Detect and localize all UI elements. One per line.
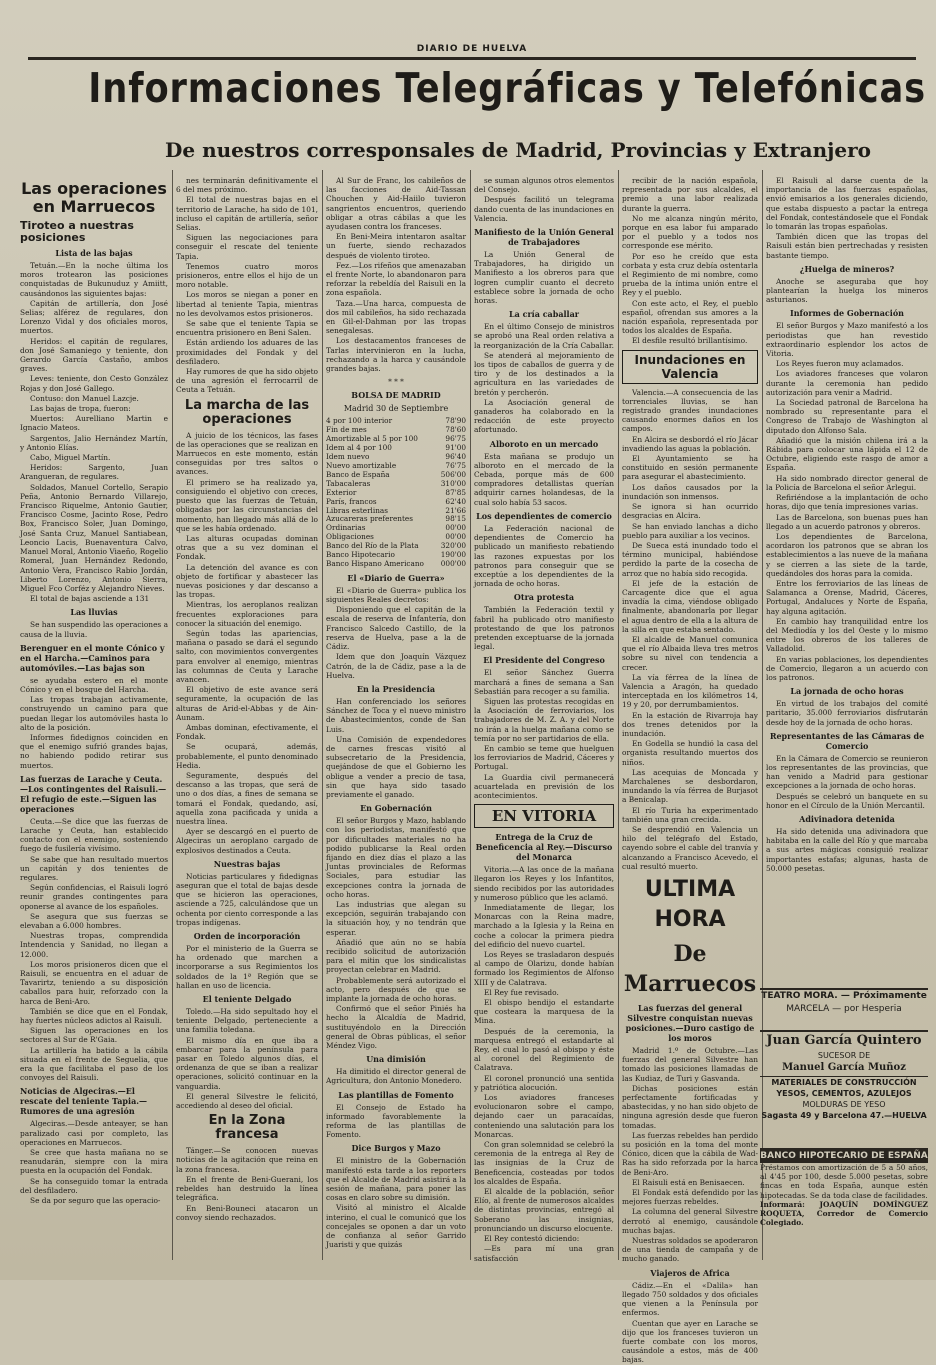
subhead: Otra protesta xyxy=(513,592,575,603)
paragraph: Ambas dominan, efectivamente, el Fondak. xyxy=(176,722,318,742)
banco-title: BANCO HIPOTECARIO DE ESPAÑA xyxy=(760,1151,928,1161)
paragraph: No me alcanza ningún mérito, porque en esa labor fui amparado por el pueblo y a todos nos corresponde ese mérito. xyxy=(622,213,758,251)
paragraph: El señor Burgos y Mazo, hablando con los periodistas, manifestó que por dificultades materiales no ha podido publicarse la Real orden fijando en diez días el plazo a las Juntas provinciales de Reformas Sociales, para estudiar las excepciones contra la jornada de ocho horas. xyxy=(326,816,466,899)
paragraph: Al Sur de Franc, los cabileños de las facciones de Aid-Tassan Chouchen y Aid-Haiilo tuvieron sangrientos encuentros, queriendo obligar a otras cábilas a que les ayudasen contra los franceses. xyxy=(326,176,466,232)
paragraph: En la estación de Rivarroja hay dos trenes detenidos por la inundación. xyxy=(622,710,758,738)
subhead: Orden de incorporación xyxy=(193,931,301,942)
paragraph: El mismo día en que iba a embarcar para la península para pasar en Toledo algunos días, el ordenanza de que se iban a realizar operaciones, solicitó continuar en la vanguardia. xyxy=(176,1035,318,1091)
market-title: BOLSA DE MADRID xyxy=(351,390,441,401)
paragraph: Soldados, Manuel Cortello, Serapio Peña, Antonio Bernardo Villarejo, Francisco Riquelme, Antonio Gautier, Francisco Cosme, Jacinto Rose, Pedro Box, Francisco Soler, Juan Domingo, José Santa Cruz, Manuel Santiabean, Leoncio Lacis, Buenaventura Calvo, Manuel Moral, Antonio Viaeño, Rogelio Romeral, Juan Hernández Redondo, Antonio Vera, Francisco Rabio Jordán, Liberto Lorenzo, Antonio Sierra, Miguel Fco Corféz y Alejandro Nieves. xyxy=(20,482,168,593)
market-value: 190'00 xyxy=(440,550,466,560)
paragraph: En cambio hay tranquilidad entre los del Mediodía y los del Oeste y lo mismo entre los obreros de los talleres de Valladolid. xyxy=(766,616,928,654)
paragraph: Añadió que aún no se había recibido solicitud de autorización para el mitin que los sindicalistas proyectan celebrar en Madrid. xyxy=(326,937,466,975)
column-4 xyxy=(474,176,614,1274)
market-value: 96'40 xyxy=(445,452,466,462)
paragraph: La vía férrea de la línea de Valencia a Aragón, ha quedado interceptada en los kilómetros 14, 19 y 20, por derrumbamientos. xyxy=(622,672,758,710)
yesos-line: YESOS, CEMENTOS, AZULEJOS xyxy=(776,1089,912,1098)
market-value: 000'00 xyxy=(440,558,466,568)
column-rule xyxy=(470,170,471,1260)
column-rule xyxy=(322,170,323,1260)
paragraph: Las tropas trabajan activamente, construyendo un camino para que puedan llegar los automóviles hasta lo alto de la posición. xyxy=(20,695,168,732)
subhead: En la Presidencia xyxy=(356,683,436,694)
paragraph: Valencia.—A consecuencia de las torrenciales lluvias, se han registrado grandes inundaciones causando enormes daños en los campos. xyxy=(622,387,758,434)
paragraph: Siguen las operaciones en los sectores al Sur de R'Gaia. xyxy=(20,1026,168,1045)
section-title: De Marruecos xyxy=(623,941,757,998)
subhead: Alboroto en un mercado xyxy=(489,438,599,449)
paragraph: El primero se ha realizado ya, consiguiendo el objetivo con creces, puesto que las fuerzas de Tetuán, obligadas por las circunstancias del momento, han llegado más allá de lo que se les había ordenado. xyxy=(176,477,318,533)
paragraph: Nuestras tropas, comprendida Intendencia y Sanidad, no llegan a 12.000. xyxy=(20,931,168,959)
market-value: 91'00 xyxy=(445,443,466,453)
paragraph: nes terminarán definitivamente el 6 del mes próximo. xyxy=(176,176,318,195)
market-label: Banco Hispano Americano xyxy=(326,558,424,568)
paragraph: Tánger.—Se conocen nuevas noticias de la agitación que reina en la zona francesa. xyxy=(176,1146,318,1174)
paragraph: recibir de la nación española, representada por sus alcaldes, el premio a una labor realizada durante la guerra. xyxy=(622,176,758,213)
paragraph: Inmediatamente de llegar, los Monarcas con la Reina madre, marchado a la Iglesia y la Reina en coche a colocar la primera piedra del edificio del nuevo cuartel. xyxy=(474,902,614,949)
subhead: Los dependientes de comercio xyxy=(476,510,612,521)
paragraph: Heridos: el capitán de regulares, don José Samaniego y teniente, don Gerardo García Castaño, ambos graves. xyxy=(20,336,168,374)
paragraph: El señor Sánchez Guerra marchará a fines de semana a San Sebastián para recoger a su familia. xyxy=(474,668,614,696)
subhead: Viajeros de Africa xyxy=(650,1267,730,1278)
paragraph: Las de Barcelona, son buenas pues han llegado a un acuerdo patronos y obreros. xyxy=(766,512,928,531)
paragraph: Tenemos cuatro moros prisioneros, entre ellos el hijo de un moro notable. xyxy=(176,261,318,290)
paragraph: Cabo, Miguel Martín. xyxy=(30,453,111,463)
paragraph: Hay rumores de que ha sido objeto de una agresión el ferrocarril de Ceuta a Tetuán. xyxy=(176,367,318,395)
paragraph: Han conferenciado los señores Sánchez de Toca y el nuevo ministro de Abastecimientos, conde de San Luis. xyxy=(326,696,466,734)
paragraph: También dicen que las tropas del Raisuli están bien pertrechadas y resisten bastante tiempo. xyxy=(766,232,928,260)
paragraph: Dichas posiciones están perfectamente fortificadas y abastecidas, y no han sido objeto de ninguna agresión desde que fueron tomadas. xyxy=(622,1083,758,1130)
paragraph: El general Silvestre le felicitó, accediendo al deseo del oficial. xyxy=(176,1091,318,1111)
paragraph: Fez.—Los rifeños que amenazaban el frente Norte, lo abandonaron para reforzar la rebeldía del Raisuli en la zona española. xyxy=(326,260,466,298)
paragraph: El desfile resultó brillantísimo. xyxy=(632,336,748,346)
paragraph: Ha sido nombrado director general de la Policía de Barcelona el señor Arlegui. xyxy=(766,473,928,492)
paragraph: Anoche se aseguraba que hoy plantearían la huelga los mineros asturianos. xyxy=(766,276,928,305)
paragraph: El Raisuli está en Benisaecen. xyxy=(632,1177,745,1187)
paragraph: El señor Burgos y Mazo manifestó a los periodistas que han revestido extraordinario esplendor los actos de Vitoria. xyxy=(766,321,928,359)
paragraph: El objetivo de este avance será seguramente, la ocupación de las alturas de Arid-el-Abbas y de Ain-Aunam. xyxy=(176,685,318,722)
paragraph: Probablemente será autorizado el acto, pero después de que se implante la jornada de ocho horas. xyxy=(326,975,466,1003)
paragraph: El alcalde de la población, señor Elío, al frente de numerosos alcaldes de distintas provincias, entregó al Soberano las insignias, pronunciando un discurso elocuente. xyxy=(474,1187,614,1233)
paragraph: En cambio se teme que huelguen los ferroviarios de Madrid, Cáceres y Portugal. xyxy=(474,743,614,772)
paragraph: Los destacamentos franceses de Tarlas intervinieron en la lucha, rechazando a la harca y causándole grandes bajas. xyxy=(326,336,466,374)
market-value: 320'00 xyxy=(440,541,466,551)
subhead: Berenguer en el monte Cónico y en el Harcha.—Caminos para automóviles.—Las bajas son xyxy=(20,642,165,673)
paragraph: Se sabe que han resultado muertos un capitán y dos tenientes de regulares. xyxy=(20,854,168,882)
paragraph: Ha dimitido el director general de Agricultura, don Antonio Monedero. xyxy=(326,1067,466,1086)
molduras-line: MOLDURAS DE YESO xyxy=(802,1100,886,1109)
paragraph: El alcalde de Manuel comunica que el río Albaida lleva tres metros sobre su nivel con tendencia a crecer. xyxy=(622,634,758,672)
market-label: Amortizable al 5 por 100 xyxy=(326,434,418,444)
paragraph: Sargentos, Jalio Hernández Martín, y Antonio Elías. xyxy=(20,433,168,452)
paragraph: El ministro de la Gobernación manifestó esta tarde a los reporters que el Alcalde de Madrid asistirá a la sesión de mañana, para poner las cosas en claro sobre su dimisión. xyxy=(326,1156,467,1203)
market-row xyxy=(326,560,466,569)
paragraph: Se asegura que sus fuerzas se elevaban a 6.000 hombres. xyxy=(20,911,168,930)
subhead: Dice Burgos y Mazo xyxy=(351,1143,441,1154)
market-label: Nuevo amortizable xyxy=(326,461,397,470)
paragraph: Mientras, los aeroplanos realizan frecuentes exploraciones para conocer la situación del enemigo. xyxy=(176,600,318,628)
paragraph: Noticias particulares y fidedignas aseguran que el total de bajas desde que se hicieron las operaciones, asciende a 725, calculándose que un ochenta por ciento corresponde a las tropas indígenas. xyxy=(176,871,318,927)
paragraph: Ha sido detenida una adivinadora que habitaba en la calle del Río y que marcaba a sus artes mágicas consiguió realizar importantes estafas; algunas, hasta de 50.000 pesetas. xyxy=(766,826,928,873)
market-label: París, francos xyxy=(326,496,377,506)
banco-text: Préstamos con amortización de 5 a 50 años, al 4'45 por 100, desde 5.000 pesetas, sobre fincas en toda España, aunque estén hipotecadas. Se da toda clase de facilidades. xyxy=(760,1163,928,1200)
market-value: 62'40 xyxy=(445,496,466,506)
paragraph: El total de nuestras bajas en el territorio de Larache, ha sido de 101, incluso el capitán de artillería, señor Selias. xyxy=(176,195,318,233)
subhead: Representantes de las Cámaras de Comercio xyxy=(769,730,925,751)
paragraph: En la Cámara de Comercio se reunieron los representantes de las provincias, que han venido a Madrid para gestionar excepciones a la jornada de ocho horas. xyxy=(766,753,928,791)
paragraph: La artillería ha batido a la cábila situada en el frente de Seguelia, que era la que facilitaba el paso de los convoyes del Raisuli. xyxy=(20,1045,168,1083)
paragraph: Contuso: don Manuel Lazcje. xyxy=(30,393,139,403)
sub-banner: De nuestros corresponsales de Madrid, Provincias y Extranjero xyxy=(165,138,871,162)
subhead: ¿Huelga de mineros? xyxy=(799,263,895,274)
paragraph: Las industrias que alegan su excepción, seguirán trabajando con la situación hoy, y no tendrán que esperar. xyxy=(326,899,466,937)
paragraph: Taza.—Una harca, compuesta de dos mil cabileños, ha sido rechazada en Gil-el-Dahman por las tropas senegalesas. xyxy=(326,298,466,336)
column-rule xyxy=(172,170,173,1260)
subhead: Adivinadora detenida xyxy=(799,813,895,824)
paragraph: Añadió que la misión chilena irá a la Rábida para colocar una lápida el 12 de Octubre, eligiendo este rasgo de amor a España. xyxy=(766,435,928,473)
paragraph: El Raisuli al darse cuenta de la importancia de las fuerzas españolas, envió emisarios a los generales diciendo, que estaba dispuesto a pactar la entrega del Fondak, contestándosele que el Fondak lo tomarán las tropas españolas. xyxy=(766,176,928,232)
paragraph: Los Reyes se trasladaron después al campo de Olarizu, donde habían formado los Regimientos de Alfonso XIII y de Calatrava. xyxy=(474,950,614,987)
column-3 xyxy=(326,176,466,1274)
subhead: El Presidente del Congreso xyxy=(483,655,605,666)
paragraph: Nuestras soldados se apoderaron de una tienda de campaña y de mucho ganado. xyxy=(622,1236,758,1264)
paragraph: Informes fidedignos coinciden en que el enemigo sufrió grandes bajas, no habiendo podido retirar sus muertos. xyxy=(20,732,168,770)
paragraph: Se atenderá al mejoramiento de los tipos de caballos de guerra y de tiro y de los destinados a la agricultura en las variedades de bretón y percherón. xyxy=(474,350,614,397)
paragraph: En Godella se hundió la casa del organista resultando muertos dos niños. xyxy=(622,739,758,767)
subhead: La cría caballar xyxy=(509,309,579,320)
running-head: DIARIO DE HUELVA xyxy=(28,44,916,60)
paragraph: La Sociedad patronal de Barcelona ha nombrado su representante para el Congreso de Trabajo de Washington al diputado don Alfonso Sala. xyxy=(766,398,928,435)
subhead: Las fuerzas de Larache y Ceuta.—Los contingentes del Raisuli.—El refugio de este.—Siguen las operaciones xyxy=(20,773,167,814)
paragraph: Leves: teniente, don Cesto González Rojas y don José Gallego. xyxy=(20,374,168,393)
market-value: 506'00 xyxy=(440,469,466,479)
paragraph: Siguen las negociaciones para conseguir el rescate del teniente Tapia. xyxy=(176,233,318,261)
paragraph: El río Turia ha experimentado también una gran crecida. xyxy=(622,805,758,824)
paragraph: Ceuta.—Se dice que las fuerzas de Larache y Ceuta, han establecido contacto con el enemigo, sosteniendo fuego de fusilería vivísimo. xyxy=(20,816,168,854)
paragraph: Están ardiendo los aduares de las proximidades del Fondak y del desfiladero. xyxy=(176,338,318,366)
subhead: Entrega de la Cruz de Beneficencia al Rey.—Discurso del Monarca xyxy=(475,832,613,863)
paragraph: Los dependientes de Barcelona, acordaron los patronos que se abran los establecimientos a las nueve de la mañana y se cierren a las siete de la tarde, quedándoles dos horas para la comida. xyxy=(766,531,928,578)
paragraph: Según confidencias, el Raisuli logró reunir grandes contingentes para oponerse al avance de los españoles. xyxy=(20,883,168,911)
column-2 xyxy=(176,176,318,1274)
paragraph: Madrid 1.º de Octubre.—Las fuerzas del general Silvestre han tomado las posiciones llamadas de las Kudiaz, de Turi y Gasvanda. xyxy=(622,1046,758,1083)
paragraph: Confirmó que el señor Piniés ha hecho la Alcaldía de Madrid, sustituyéndolo en la Dirección general de Obras públicas, el señor Méndez Vigo. xyxy=(326,1004,466,1051)
subhead: Lista de las bajas xyxy=(55,248,133,258)
paragraph: Se cree que hasta mañana no se reanudarán, siempre con la mira puesta en la ocupación del Fondak. xyxy=(20,1148,168,1176)
paragraph: El jefe de la estación de Carcagente dice que el agua invadía la cima, viéndose obligado finalmente, abandonarla por llegar el agua dentro de ella a la altura de la silla en que estaba sentado. xyxy=(622,578,758,634)
paragraph: Los aviadores franceses evolucionaron sobre el campo, dejando caer un paracaídas, conteniendo una salutación para los Monarcas. xyxy=(474,1093,614,1139)
paragraph: El coronel pronunció una sentida y patriótica alocución. xyxy=(474,1073,614,1092)
section-title: Las operaciones en Marruecos xyxy=(21,179,167,216)
paragraph: Cádiz.—En el «Dalila» han llegado 750 soldados y dos oficiales que vienen a la Península por enfermos. xyxy=(622,1280,758,1318)
paragraph: En virtud de los trabajos del comité paritario, 35.000 ferroviarios disfrutarán desde hoy de la jornada de ocho horas. xyxy=(766,699,928,727)
subhead: Informes de Gobernación xyxy=(790,308,904,319)
paragraph: Con gran solemnidad se celebró la ceremonia de la entrega al Rey de las insignias de la Cruz de Beneficencia, costeadas por todos los alcaldes de España. xyxy=(474,1140,614,1186)
market-value: 310'00 xyxy=(440,478,466,488)
paragraph: A juicio de los técnicos, las fases de las operaciones que se realizan en Marruecos en este momento, están conseguidas por tres saltos o avances. xyxy=(176,430,318,477)
subhead: Manifiesto de la Unión General de Trabajadores xyxy=(474,227,614,248)
paragraph: Los moros se niegan a poner en libertad al teniente Tapia, mientras no les devolvamos estos prisioneros. xyxy=(176,290,318,318)
market-table xyxy=(326,417,466,568)
quintero-name: Juan García Quintero xyxy=(766,1033,922,1048)
paragraph: se ayudaba estero en el monte Cónico y en el bosque del Harcha. xyxy=(20,675,168,694)
market-value: 00'00 xyxy=(445,523,466,533)
address-line: Sagasta 49 y Barcelona 47.—HUELVA xyxy=(761,1111,927,1120)
market-label: Idem al 4 por 100 xyxy=(326,443,392,453)
market-label: Libras esterlinas xyxy=(326,505,389,515)
market-label: 4 por 100 interior xyxy=(326,416,393,426)
paragraph: En el último Consejo de ministros se aprobó una Real orden relativa a la reorganización de la Cría Caballar. xyxy=(474,322,614,350)
separator-stars: * * * xyxy=(388,377,404,387)
paragraph: La columna del general Silvestre derrotó al enemigo, causándole muchas bajas. xyxy=(622,1207,758,1235)
paragraph: Los daños causados por la inundación son inmensos. xyxy=(622,482,758,501)
market-label: Exterior xyxy=(326,487,357,497)
paragraph: Idem que don Joaquín Vázquez Catrón, de la de Cádiz, pase a la de Huelva. xyxy=(326,652,466,680)
paragraph: El Ayuntamiento se ha constituido en sesión permanente para asegurar el abastecimiento. xyxy=(622,454,758,482)
market-label: Banco del Río de la Plata xyxy=(326,541,419,551)
market-value: 76'75 xyxy=(445,461,466,470)
theatre-ad xyxy=(760,988,928,1024)
theatre-show: MARCELA — por Hesperia xyxy=(786,1004,902,1014)
banner-headline: Informaciones Telegráficas y Telefónicas xyxy=(88,64,926,112)
paragraph: El Rey contestó diciendo: xyxy=(484,1234,580,1244)
subhead: La jornada de ocho horas xyxy=(790,686,904,697)
column-5 xyxy=(622,176,758,1365)
market-label: Tabacaleras xyxy=(326,478,371,488)
paragraph: El «Diario de Guerra» publica los siguientes Reales decretos: xyxy=(326,585,466,605)
paragraph: Los moros prisioneros dicen que el Raisuli, se encuentra en el aduar de Tavarirtz, teniendo a su disposición caballos para huir, reforzado con la harca de Beni-Aro. xyxy=(20,959,168,1006)
market-label: Banco de España xyxy=(326,469,390,479)
market-value: 96'75 xyxy=(445,434,466,444)
paragraph: Cuentan que ayer en Larache se dijo que los franceses tuvieron un fuerte combate con los moros, causándole a estos, más de 400 bajas. xyxy=(622,1318,758,1365)
paragraph: El Rey fue revisado. xyxy=(484,987,559,997)
paragraph: Refiriéndose a la implantación de ocho horas, dijo que tenía impresiones varias. xyxy=(766,493,928,512)
paragraph: Visitó al ministro el Alcalde interino, el cual le comunicó que los concejales se oponen a dar un voto de confianza al señor Garrido Juaristi y que quizás xyxy=(326,1203,466,1250)
subhead: Noticias de Algeciras.—El rescate del teniente Tapia.—Rumores de una agresión xyxy=(20,1086,148,1117)
subhead: El teniente Delgado xyxy=(202,994,292,1005)
section-title: EN VITORIA xyxy=(474,804,614,828)
paragraph: Siguen las protestas recogidas en la Asociación de ferroviarios, los trabajadores de M. Z. A. y del Norte no irán a la huelga mañana como se temía por no ser partidarios de ella. xyxy=(474,696,614,743)
market-value: 21'66 xyxy=(445,505,466,515)
market-label: Ordinarias xyxy=(326,523,366,533)
market-value: 78'60 xyxy=(445,425,466,435)
market-value: 98'15 xyxy=(445,514,466,524)
paragraph: En Beni-Bouneci atacaron un convoy siendo rechazados. xyxy=(176,1203,318,1222)
quintero-prev: Manuel García Muñoz xyxy=(782,1062,906,1073)
paragraph: En Alcira se desbordó el río Jácar invadiendo las aguas la población. xyxy=(622,434,758,453)
paragraph: Algeciras.—Desde anteayer, se han paralizado casi por completo, las operaciones en Marruecos. xyxy=(20,1119,168,1147)
materiales-line: MATERIALES DE CONSTRUCCIÓN xyxy=(760,1076,928,1088)
paragraph: Las fuerzas rebeldes han perdido su posición en la toma del monte Cónico, dicen que la cábila de Wad-Ras ha sido reforzada por la harca de Beni-Aro. xyxy=(622,1130,758,1177)
paragraph: También se dice que en el Fondak, hay fuertes núcleos adictos al Raisuli. xyxy=(20,1006,168,1026)
article-headline: En la Zona francesa xyxy=(208,1113,286,1143)
paragraph: El total de bajas asciende a 131 xyxy=(30,594,150,604)
paragraph: Toledo.—Ha sido sepultado hoy el teniente Delgado, perteneciente a una familia toledana. xyxy=(176,1007,318,1035)
paragraph: Tetuán.—En la noche última los moros trotearon las posiciones conquistadas de Bukunuduz y Amiitt, causándonos las siguientes bajas: xyxy=(20,261,168,298)
paragraph: Las acequias de Moncada y Marchalenes se desbordaron, inundando la vía férrea de Burjasot a Benicalap. xyxy=(622,767,758,805)
banco-info: Informará: JOAQUÍN DOMÍNGUEZ ROQUETA, Corredor de Comercio Colegiado. xyxy=(760,1199,928,1228)
paragraph: Heridos: Sargento, Juan Arangueran, de regulares. xyxy=(20,463,168,482)
paragraph: Disponiendo que el capitán de la escala de reserva de Infantería, don Francisco Salcedo Castillo, de la reserva de Huelva, pase a la de Cádiz. xyxy=(326,605,466,652)
paragraph: Las alturas ocupadas dominan otras que a su vez dominan el Fondak. xyxy=(176,533,318,562)
paragraph: Se da por seguro que las operacio- xyxy=(30,1196,161,1206)
subhead: Las fuerzas del general Silvestre conquistan nuevas posiciones.—Duro castigo de los moros xyxy=(625,1003,755,1044)
subhead: Las lluvias xyxy=(70,607,118,618)
paragraph: Con este acto, el Rey, el pueblo español, ofrendan sus amores a la nación española, representada por todos los alcaldes de España. xyxy=(622,298,758,336)
paragraph: La Federación nacional de dependientes de Comercio ha publicado un manifiesto rebatiendo las razones expuestas por los patronos para conseguir que se exceptúe a los dependientes de la jornada de ocho horas. xyxy=(474,523,614,589)
market-value: 78'90 xyxy=(445,416,466,426)
subhead: En Gobernación xyxy=(360,803,432,814)
paragraph: La detención del avance es con objeto de fortificar y abastecer las nuevas posiciones y dar descanso a las tropas. xyxy=(176,562,318,600)
paragraph: Las bajas de tropa, fueron: xyxy=(30,404,131,414)
paragraph: Los Reyes fueron muy aclamados. xyxy=(776,359,904,369)
paragraph: se suman algunos otros elementos del Consejo. xyxy=(474,176,614,195)
paragraph: La Asociación general de ganaderos ha colaborado en la redacción de este proyecto afortunado. xyxy=(474,397,614,435)
paragraph: Después facilitó un telegrama dando cuenta de las inundaciones en Valencia. xyxy=(474,195,614,223)
subhead: Nuestras bajas xyxy=(213,858,281,869)
paragraph: Una Comisión de expendedores de carnes frescas visitó al subsecretario de la Presidencia, quejándose de que el Gobierno les obligue a vender a precio de tasa, sin que haya sido tasado previamente el ganado. xyxy=(326,734,466,799)
paragraph: Se ocupará, además, probablemente, el punto denominado Hedia. xyxy=(176,742,318,770)
paragraph: Entre los ferroviarios de las líneas de Salamanca a Orense, Madrid, Cáceres, Portugal, Andaluces y Norte de España, hay alguna agitación. xyxy=(766,578,928,616)
quintero-ad xyxy=(760,1030,928,1142)
market-label: Azucareras preferentes xyxy=(326,514,413,524)
paragraph: Se ignora si han ocurrido desgracias en Alcira. xyxy=(622,502,758,521)
paragraph: El Fondak está defendido por las mejores fuerzas rebeldes. xyxy=(622,1188,758,1207)
column-6 xyxy=(766,176,928,972)
market-label: Banco Hipotecario xyxy=(326,550,395,560)
paragraph: La Unión General de Trabajadores, ha dirigido un Manifiesto a los obreros para que logren cumplir cuanto el decreto establece sobre la jornada de ocho horas. xyxy=(474,250,614,306)
ultima-hora-title: ULTIMA HORA xyxy=(644,877,736,933)
paragraph: —Es para mí una gran satisfacción xyxy=(474,1244,614,1263)
market-label: Obligaciones xyxy=(326,532,374,542)
paragraph: Esta mañana se produjo un alboroto en el mercado de la Cebada, porque más de 600 compradores detallistas querían adquirir carnes holandesas, de la cual solo había 53 sacos. xyxy=(474,451,614,507)
column-1 xyxy=(20,176,168,1274)
paragraph: Después de la ceremonia, la marquesa entregó el estandarte al Rey, el cual lo pasó al obispo y éste al coronel del Regimiento de Calatrava. xyxy=(474,1026,614,1073)
market-label: Fin de mes xyxy=(326,425,367,435)
paragraph: En el frente de Beni-Guerani, los rebeldes han destruido la línea telegráfica. xyxy=(176,1174,318,1203)
paragraph: La Guardia civil permanecerá acuartelada en previsión de los acontecimientos. xyxy=(474,772,614,800)
paragraph: Muertos: Aurelliano Martin e Ignacio Mateos. xyxy=(20,414,168,433)
subhead: El «Diario de Guerra» xyxy=(347,572,445,583)
paragraph: Ayer se descargó en el puerto de Algeciras un aeroplano cargado de explosivos destinados a Ceuta. xyxy=(176,827,318,855)
article-headline: La marcha de las operaciones xyxy=(184,397,310,427)
banco-ad xyxy=(760,1148,928,1258)
market-label: Idem nuevo xyxy=(326,452,370,462)
paragraph: También la Federación textil y fabril ha publicado otro manifiesto protestando de que los patronos pretenden exceptuarse de la jornada legal. xyxy=(474,605,614,652)
article-headline: Tiroteo a nuestras posiciones xyxy=(20,219,134,244)
section-title: Inundaciones en Valencia xyxy=(622,350,758,384)
paragraph: Se han enviado lanchas a dicho pueblo para auxiliar a los vecinos. xyxy=(622,521,758,540)
paragraph: Según todas las apariencias, mañana o pasado se dará el segundo salto, con movimientos convergentes para envolver al enemigo, mientras las columnas de Ceuta y Larache avancen. xyxy=(176,628,318,684)
subhead: Una dimisión xyxy=(366,1054,426,1065)
paragraph: Se desprendió en Valencia un hilo del telégrafo del Estado, cayendo sobre el cable del tranvía y alcanzando a Francisco Acevedo, el cual resultó muerto. xyxy=(622,825,758,871)
paragraph: Por eso he creído que esta corbata y esta cruz debía ostentarla el Regimiento de mi nombre, como prueba de la íntima unión entre el Rey y el pueblo. xyxy=(622,251,758,298)
paragraph: Después se celebró un banquete en su honor en el Círculo de la Unión Mercantil. xyxy=(766,791,928,810)
paragraph: De Sueca está inundado todo el término municipal, habiéndose perdido la parte de la cosecha de arroz que no había sido recogida. xyxy=(622,540,758,578)
paragraph: El Consejo de Estado ha informado favorablemente la reforma de las plantillas de Fomento. xyxy=(326,1102,466,1140)
paragraph: Se han suspendido las operaciones a causa de la lluvia. xyxy=(20,620,168,639)
paragraph: Por el ministerio de la Guerra se ha ordenado que marchen a incorporarse a sus Regimientos los soldados de la 1ª Región que se hallan en uso de licencia. xyxy=(176,944,318,990)
theatre-line: TEATRO MORA. — Próximamente xyxy=(761,991,927,1001)
paragraph: En Beni-Meira intentaron asaltar un fuerte, siendo rechazados después de violento tiroteo. xyxy=(326,232,466,260)
subhead: Las plantillas de Fomento xyxy=(338,1089,454,1100)
paragraph: Se sabe que el teniente Tapia se encuentra prisionero en Beni Salen. xyxy=(176,319,318,338)
paragraph: Capitán de artillería, don José Selias; alférez de regulares, don Lorenzo Vidal y dos oficiales moros, muertos. xyxy=(20,298,168,336)
paragraph: Los aviadores franceses que volaron durante la ceremonia han pedido autorización para venir a Madrid. xyxy=(766,369,928,397)
market-date: Madrid 30 de Septiembre xyxy=(343,404,449,414)
column-rule xyxy=(618,170,619,1260)
paragraph: Seguramente, después del descanso a las tropas, que será de uno o dos días, a fines de semana se tomará el Fondak, quedando, así, aquella zona pacificada y unida a nuestra línea. xyxy=(176,770,318,826)
market-value: 87'85 xyxy=(445,487,466,497)
market-value: 00'00 xyxy=(445,532,466,542)
paragraph: En varias poblaciones, los dependientes de Comercio, llegaron a un acuerdo con los patronos. xyxy=(766,654,928,682)
paragraph: Se ha conseguido tomar la entrada del desfiladero. xyxy=(20,1176,168,1195)
paragraph: El obispo bendijo el estandarte que costeara la marquesa de la Mina. xyxy=(474,998,614,1026)
paragraph: Vitoria.—A las once de la mañana llegaron los Reyes y los Infantitos, siendo recibidos por las autoridades y numeroso público que les aclamó. xyxy=(474,865,614,902)
quintero-sub: SUCESOR DE xyxy=(817,1051,871,1060)
